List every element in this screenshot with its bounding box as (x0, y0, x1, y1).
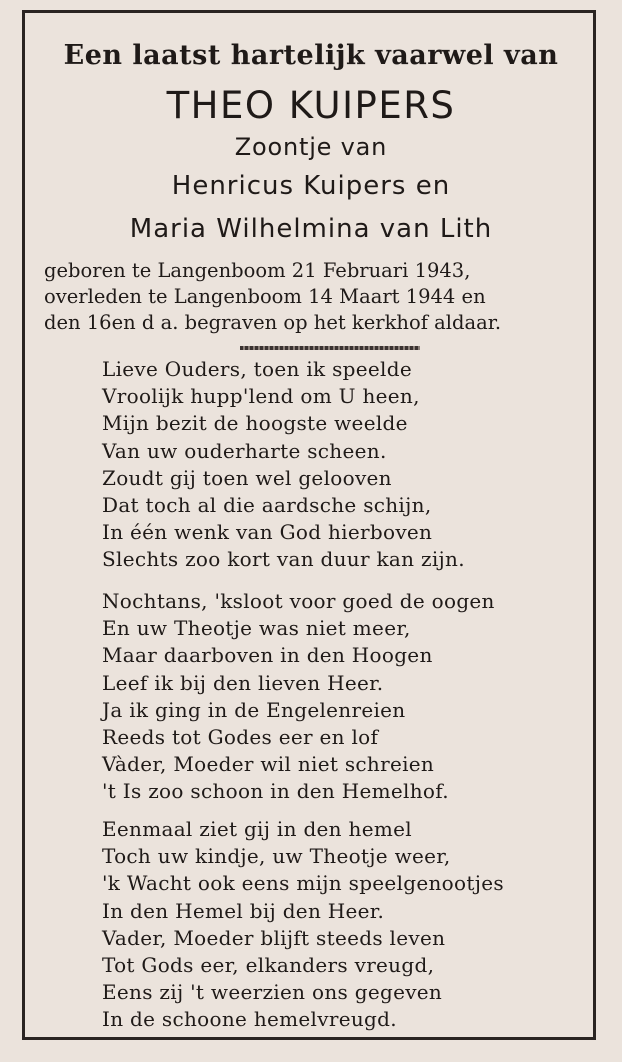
poem-line: Nochtans, 'ksloot voor goed de oogen (102, 589, 495, 613)
poem-line: Van uw ouderharte scheen. (102, 438, 387, 463)
poem-stanza-1 (102, 356, 572, 574)
divider-rule (240, 346, 420, 350)
poem-line: In de schoone hemelvreugd. (102, 1007, 397, 1032)
poem-line: Lieve Ouders, toen ik speelde (102, 357, 412, 381)
life-details (44, 258, 584, 336)
poem-line: En uw Theotje was niet meer, (102, 616, 411, 641)
father-name: Henricus Kuipers en (171, 171, 451, 201)
poem-line: 't Is zoo schoon in den Hemelhof. (102, 779, 449, 804)
poem-line: Ja ik ging in de Engelenreien (102, 697, 406, 722)
poem-line: Dat toch al die aardsche schijn, (102, 493, 432, 518)
poem-line: Zoudt gij toen wel gelooven (102, 465, 392, 490)
poem-line: 'k Wacht ook eens mijn speelgenootjes (102, 871, 504, 896)
poem-line: Slechts zoo kort van duur kan zijn. (102, 547, 465, 572)
burial-line: den 16en d a. begraven op het kerkhof aldaar. (44, 311, 502, 334)
poem-stanza-2 (102, 588, 572, 806)
relation-line: Zoontje van (234, 133, 388, 161)
poem-line: Mijn bezit de hoogste weelde (102, 411, 408, 436)
poem-line: Leef ik bij den lieven Heer. (102, 670, 384, 695)
farewell-heading: Een laatst hartelijk vaarwel van (63, 40, 559, 71)
poem-stanza-3 (102, 816, 572, 1034)
poem-line: Tot Gods eer, elkanders vreugd, (102, 953, 435, 978)
poem-line: Maar daarboven in den Hoogen (102, 643, 433, 668)
poem-line: Eens zij 't weerzien ons gegeven (102, 980, 443, 1005)
birth-line: geboren te Langenboom 21 Februari 1943, (44, 259, 471, 282)
poem-line: Vader, Moeder blijft steeds leven (102, 925, 446, 950)
poem-line: In één wenk van God hierboven (102, 520, 433, 545)
poem-line: Toch uw kindje, uw Theotje weer, (102, 844, 451, 869)
poem-line: Vàder, Moeder wil niet schreien (102, 752, 435, 777)
poem-line: Reeds tot Godes eer en lof (102, 725, 379, 750)
poem-line: Eenmaal ziet gij in den hemel (102, 817, 412, 841)
deceased-name: THEO KUIPERS (166, 84, 456, 127)
poem-line: In den Hemel bij den Heer. (102, 898, 385, 923)
poem-line: Vroolijk hupp'lend om U heen, (102, 384, 420, 409)
death-line: overleden te Langenboom 14 Maart 1944 en (44, 285, 486, 308)
mother-name: Maria Wilhelmina van Lith (129, 214, 493, 244)
